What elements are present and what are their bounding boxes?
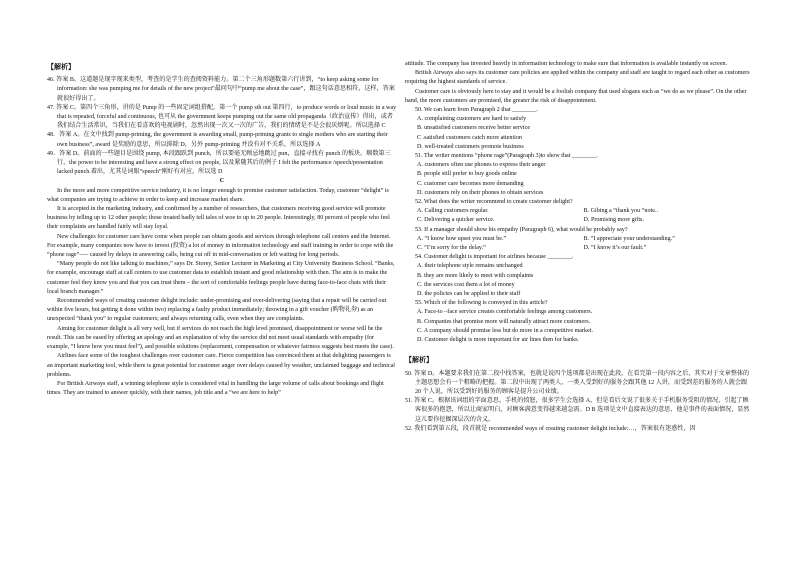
option: B. unsatisfied customers receive better service (417, 125, 531, 132)
option: B. they are more likely to meet with complaints (417, 272, 534, 279)
option: A. customers often use phones to express their anger (417, 162, 546, 169)
option: A. complaining customers are hard to satisfy (417, 116, 527, 123)
passage-paragraph: British Airways also says its customer care policies are applied within the company and staff are taught to regard each other as customers requiring the highest standards of service. (405, 70, 750, 86)
option: C. “I’m sorry for the delay.” (417, 245, 486, 252)
left-column (47, 60, 397, 398)
question-54: 54. Customer delight is important for airlines because ________. (415, 254, 574, 261)
answer-51: 51. 答案 C。根据该词组的字面意思，手机的愤怒，很多学生会选择 A，但是看后文说了很多关于手机服务受阻的情况，引起了顾客很多的抱怨，所以让商家明白，对顾客满意变得越来越急需。D B 选项是文中直接表达的意思，他是事件的表面情况，显然这儿要你挖掘深层次的含义。 (405, 398, 750, 423)
passage-paragraph: attitude. The company has invested heavily in information technology to make sure that information is available instantly on screen. (405, 61, 728, 67)
question-50: 50. We can learn from Paragraph 2 that ________. (415, 107, 538, 114)
passage-paragraph: “Many people do not like talking to machines,” says Dr. Storey, Senior Lecturer in Marketing at City University Business School. “Banks, for example, encourage staff at call centers to use customer data to establish instant and good relationship with then. The aim is to make the customer feel they know you and that you can trust them – the sort of comfortable feelings people have during face-to-face chats with their local branch manager.” (47, 261, 395, 295)
option: C. A company should promise less but do more in a competitive market. (417, 327, 594, 334)
answer-47: 47. 答案 C。第四个三角形，讲的是 Pump 的一些固定词组搭配，第一个 pump sth out 第四行，to produce words or loud music in a way that is repeated, forceful and continuous, 也可从 the government keeps pumping out the same old propaganda（政治宣传）得出，或者我们结合生活常识，当我们在看喜欢的电视剧时，忽然出现一次又一次的广告，我们的情绪是不是会很厌烦呢。所以选择 C (47, 104, 397, 130)
option-row (405, 207, 750, 216)
question-52: 52. What does the writer recommend to create customer delight? (415, 199, 573, 206)
option: C .satisfied customers catch more attention (417, 134, 522, 141)
passage-letter: C (219, 178, 225, 185)
answer-52: 52. 我们看到第五段，段首就是 recommended ways of creating customer delight include:…，答案很有迷惑性，因 (405, 425, 696, 432)
analysis-heading: 【解析】 (47, 63, 75, 71)
option: C. Delivering a quicker service. (417, 217, 495, 224)
right-column (405, 60, 750, 434)
option: D. well-treated customers promote business (417, 143, 524, 150)
passage-paragraph: Aiming for customer delight is all very well, but if services do not reach the high level promised, disappointment or worse will be the result. This can be eased by offering an apology and an explanation of why the service did not meet usual standards with empathy (for example, “I know how you must feel”), and possible solutions (replacement, compensation or whatever fairness suggests best meets the case). (47, 325, 394, 351)
option-row (405, 244, 750, 253)
answer-49: 49．答案 D。前面的一些题目是围绕 pump, 本段跟跃到 punch，所以要毫无顾忌地跳过 pun，直接寻找有 punch 的板块。顺数第三行，the power to be interesting and have a strong effect on people, 以及紧随其后的例子 I felt the performance /speech/presentation lacked punch.着出，尤其是词眼“speech”刚好有对应，所以选 D (47, 150, 391, 176)
passage-paragraph: In the more and more competitive service industry, it is no longer enough to promise customer satisfaction. Today, customer “delight” is what companies are trying to achieve in order to keep and increase market share. (47, 187, 389, 203)
passage-paragraph: New challenges for customer care have come when people can obtain goods and services through telephone call centers and the Internet. For example, many companies now have to invest (投资) a lot of money in information technology and staff training in order to cope with the “phone rage”—– caused by delays in answering calls, being cut off in mid-conversation or left waiting for long periods. (47, 233, 394, 259)
option: A. their telephone style remains unchanged (417, 263, 523, 270)
option: B. people still prefer to buy goods online (417, 171, 517, 178)
option: A. “I know how upset you must be.” (417, 235, 507, 242)
passage-paragraph: Customer care is obviously here to stay and it would be a foolish company that used slogans such as “we do as we please”. On the other hand, the more customers are promised, the greater the risk of disappointment. (405, 88, 747, 104)
option: D. “I know it’s our fault.” (583, 245, 647, 252)
passage-paragraph: For British Airways staff, a winning telephone style is considered vital in handling the large volume of calls about bookings and flight times. They are trained to answer quickly, with their names, job title and a “we are here to help” (47, 380, 384, 397)
option: D. customers rely on their phones to obtain services (417, 189, 544, 196)
option-row (405, 235, 750, 244)
option: D. Customer delight is more important for air lines then for banks. (417, 337, 579, 344)
answer-48: 48．答案 A。在文中找到 pump-priming, the government is awarding small, pump-priming grants to single mothers who are starting their own business”, award 是奖励的意思，所以排除 D，另外 pump-priming 并没有对不关系，所以选择 A (47, 132, 388, 148)
option: A. Calling customers regular. (417, 208, 489, 215)
option: B. Gibing a “thank you “note.. (583, 208, 658, 215)
option-row (405, 216, 750, 225)
option: C. customer care becomes more demanding (417, 180, 524, 187)
passage-paragraph: It is accepted in the marketing industry, and confirmed by a number of researchers, that customers receiving good service will promote business by telling up to 12 other people; those treated badly tell tales of woe to up to 20 people. Interestingly, 80 percent of people who feel their complaints are handled fairly will stay loyal. (47, 206, 390, 231)
option: D. Promising more gifts. (583, 217, 644, 224)
question-55: 55. Which of the following is conveyed in this article? (415, 300, 548, 307)
answer-50: 50. 答案 D。本题要求我们在第二段中找答案，也就是说四个选项都是出现在此段，在看完第一段内容之后，其实对于文章整体的主题思想会有一个粗略的把握。第二段中出现了两类人，一类人受到好的服务会跟其他 12 人讲，而受到差的服务的人就会跟 20 个人说，所以受到好的服务的顾客是提升公司业绩。 (405, 370, 750, 395)
passage-paragraph: Airlines face some of the toughest challenges over customer care. Fierce competition has convinced them at that delighting passengers is an important marketing tool, while there is great potential for customer anger over delays caused by weather, unclaimed baggage and technical problems. (47, 353, 395, 378)
option: B. “I appreciate your understanding.” (583, 235, 675, 242)
option: B. Companies that promise more will naturally attract more customers. (417, 318, 591, 325)
option: A. Face-to –face service creates comfortable feelings among customers. (417, 309, 593, 316)
option: C. the services cost them a lot of money (417, 281, 515, 288)
option: D. the policies can be applied to their staff (417, 291, 521, 298)
analysis-heading: 【解析】 (405, 356, 433, 365)
question-51: 51. The writer mentions “phone rage”(Paragraph 3)to show that ________. (415, 153, 598, 160)
passage-paragraph: Recommended ways of creating customer delight include: under-promising and over-delivering (saying that a repair will be carried out within five hours, but getting it done within two) replacing a faulty product immediately; throwing in a gift voucher (购物礼券) as an unexpected “thank you” to regular customers; and always returning calls, even when they are complaints. (47, 298, 387, 323)
question-53: 53. If a manager should show his empathy (Paragraph 6), what would he probably say? (415, 226, 628, 233)
answer-46: 46. 答案 B。这道题是现字现来类型，考查的是学生的查阅资料能力。第二个三角形题数第六行讲到，“to keep asking some for information: she was pumping me for details of the new project”最问句中“pump me about the case”，跟这句话意思相符，这样，答案就很好得出了。 (47, 77, 395, 102)
